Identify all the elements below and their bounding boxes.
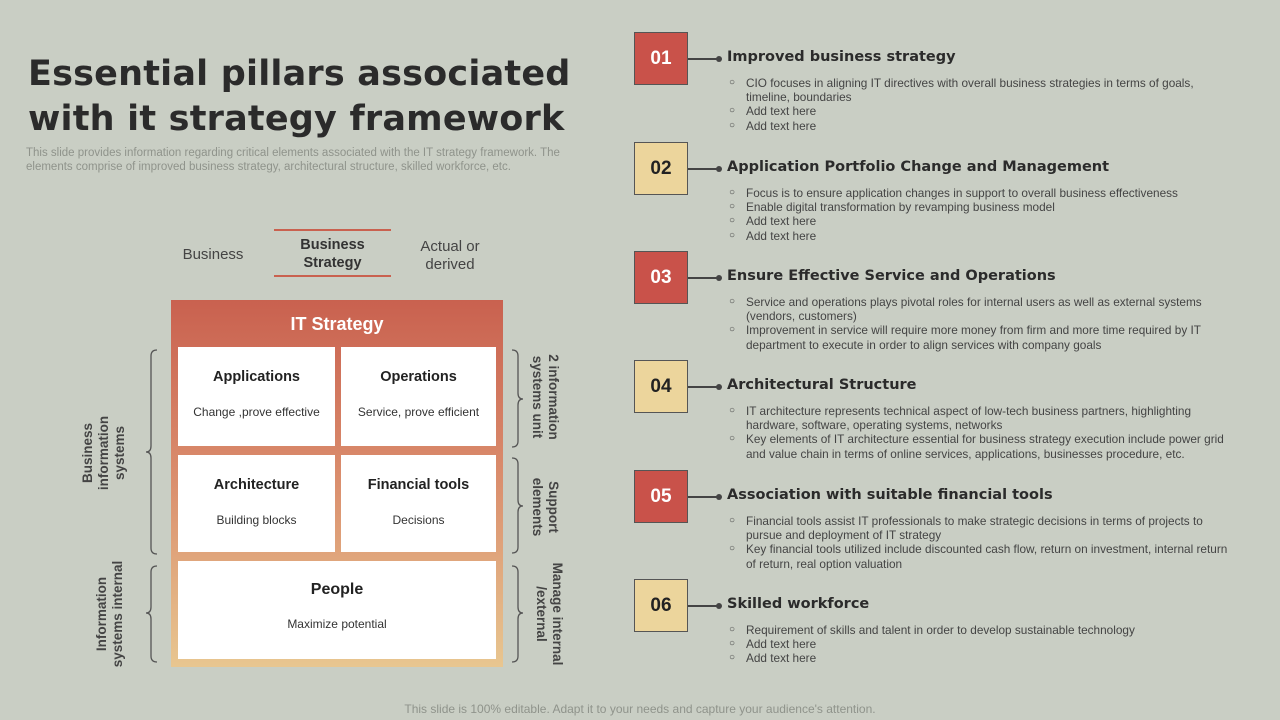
pillar-title: Application Portfolio Change and Management (727, 159, 1110, 175)
bullet: ○ Financial tools assist IT professionals to make strategic decisions in terms of projects to pursue and deployment of IT strategy (729, 514, 1229, 542)
bullet: ○ Key financial tools utilized include discounted cash flow, return on investment, internal return of return, real option valuation (729, 542, 1229, 570)
pillar-bullets (729, 295, 1229, 352)
cell-heading: Operations (380, 369, 457, 385)
cell-description: Maximize potential (287, 617, 387, 631)
bullet: ○ Add text here (729, 119, 1229, 133)
it-strategy-framework (171, 300, 503, 667)
pillar-bullets (729, 514, 1229, 571)
pillar-number-badge: 03 (634, 251, 688, 304)
cell-financial-tools (341, 455, 496, 552)
pillar-title: Architectural Structure (727, 377, 917, 393)
footer-note: This slide is 100% editable. Adapt it to your needs and capture your audience's attention. (404, 702, 876, 716)
pillar-number-badge: 04 (634, 360, 688, 413)
pillar-number-badge: 02 (634, 142, 688, 195)
cell-description: Service, prove efficient (357, 405, 480, 419)
cell-operations (341, 347, 496, 446)
bullet: ○ Key elements of IT architecture essential for business strategy execution include power grid and value chain in terms of online services, applications, businesses procedure, etc. (729, 432, 1229, 460)
pillar-title: Ensure Effective Service and Operations (727, 268, 1056, 284)
connector-line (688, 168, 720, 170)
pillar-bullets (729, 623, 1229, 666)
cell-heading: People (310, 581, 364, 598)
page-title: Essential pillars associated with it strategy framework (28, 54, 571, 139)
pillar-number-badge: 06 (634, 579, 688, 632)
pillar-number-badge: 05 (634, 470, 688, 523)
label-information-systems-internal: Information systems internal (94, 560, 125, 668)
pillar-title: Improved business strategy (727, 49, 956, 65)
connector-line (688, 386, 720, 388)
framework-title: IT Strategy (290, 314, 384, 334)
label-business-strategy: Business Strategy (274, 229, 391, 277)
cell-description: Building blocks (216, 513, 297, 527)
bullet: ○ Add text here (729, 651, 1229, 665)
connector-line (688, 58, 720, 60)
bullet: ○ Service and operations plays pivotal roles for internal users as well as external systems (vendors, customers) (729, 295, 1229, 323)
cell-heading: Financial tools (367, 477, 470, 493)
bullet: ○ Add text here (729, 214, 1229, 228)
pillar-number-badge: 01 (634, 32, 688, 85)
cell-applications (178, 347, 335, 446)
label-support-elements: Support elements (530, 477, 561, 537)
page-subtitle: This slide provides information regarding critical elements associated with the IT strategy framework. The elements comprise of improved business strategy, architectural structure, skilled workforce, etc. (26, 147, 560, 173)
bullet: ○ Improvement in service will require more money from firm and more time required by IT department to execute in order to align services with company goals (729, 323, 1229, 351)
label-manage-internal-external: Manage internal /external (534, 562, 565, 666)
label-actual-derived: Actual or derived (420, 238, 480, 273)
pillar-bullets (729, 76, 1229, 133)
cell-people (178, 561, 496, 659)
connector-line (688, 605, 720, 607)
cell-heading: Applications (212, 369, 300, 385)
bullet: ○ IT architecture represents technical aspect of low-tech business partners, highlighting hardware, software, operating systems, networks (729, 404, 1229, 432)
label-business-information-systems: Business information systems (80, 415, 127, 491)
label-two-information-systems-unit: 2 information systems unit (530, 354, 561, 440)
bullet: ○ Add text here (729, 229, 1229, 243)
bullet: ○ CIO focuses in aligning IT directives with overall business strategies in terms of goals, timeline, boundaries (729, 76, 1229, 104)
pillar-bullets (729, 404, 1229, 461)
label-business: Business (182, 246, 244, 263)
pillar-title: Skilled workforce (727, 596, 870, 612)
bullet: ○ Focus is to ensure application changes in support to overall business effectiveness (729, 186, 1229, 200)
pillar-bullets (729, 186, 1229, 243)
bullet: ○ Enable digital transformation by revamping business model (729, 200, 1229, 214)
cell-architecture (178, 455, 335, 552)
connector-line (688, 277, 720, 279)
bullet: ○ Add text here (729, 104, 1229, 118)
bullet: ○ Requirement of skills and talent in order to develop sustainable technology (729, 623, 1229, 637)
cell-description: Change ,prove effective (193, 405, 320, 419)
pillar-title: Association with suitable financial tools (727, 487, 1053, 503)
cell-heading: Architecture (213, 477, 300, 493)
cell-description: Decisions (392, 513, 445, 527)
connector-line (688, 496, 720, 498)
bullet: ○ Add text here (729, 637, 1229, 651)
